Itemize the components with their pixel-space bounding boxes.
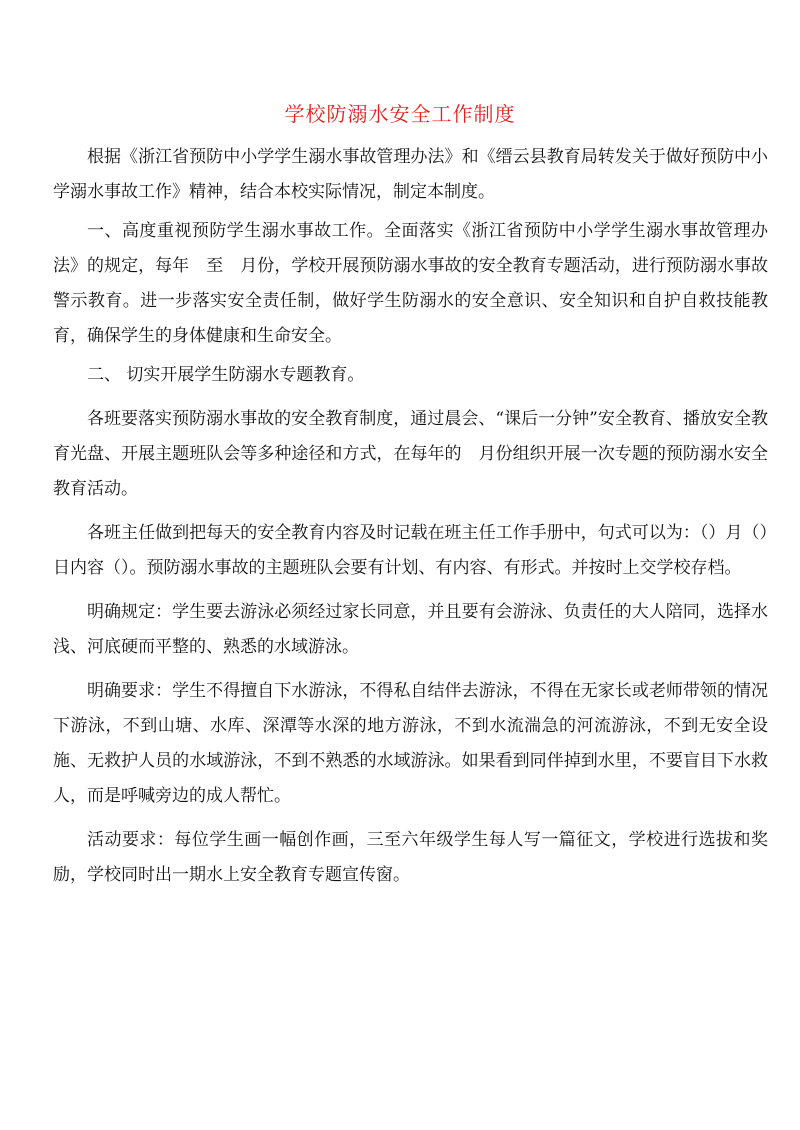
document-title: 学校防溺水安全工作制度 <box>284 102 516 126</box>
paragraph-class-education: 各班要落实预防溺水事故的安全教育制度，通过晨会、“课后一分钟”安全教育、播放安全教育光盘、开展主题班队会等多种途径和方式，在每年的 月份组织开展一次专题的预防溺水安全教育活动。 <box>53 409 768 499</box>
paragraph-rules: 明确规定：学生要去游泳必须经过家长同意，并且要有会游泳、负责任的大人陪同，选择水浅、河底硬而平整的、熟悉的水域游泳。 <box>53 602 768 657</box>
paragraph-intro: 根据《浙江省预防中小学学生溺水事故管理办法》和《缙云县教育局转发关于做好预防中小学溺水事故工作》精神，结合本校实际情况，制定本制度。 <box>53 147 768 202</box>
document-body <box>53 140 768 893</box>
paragraph-section-1: 一、高度重视预防学生溺水事故工作。全面落实《浙江省预防中小学学生溺水事故管理办法》的规定，每年 至 月份，学校开展预防溺水事故的安全教育专题活动，进行预防溺水事故警示教育。进一步落实安全责任制，做好学生防溺水的安全意识、安全知识和自护自救技能教育，确保学生的身体健康和生命安全。 <box>53 221 768 346</box>
paragraph-requirements: 明确要求：学生不得擅自下水游泳，不得私自结伴去游泳，不得在无家长或老师带领的情况下游泳，不到山塘、水库、深潭等水深的地方游泳，不到水流湍急的河流游泳，不到无安全设施、无救护人员的水域游泳，不到不熟悉的水域游泳。如果看到同伴掉到水里，不要盲目下水救人，而是呼喊旁边的成人帮忙。 <box>53 681 768 806</box>
paragraph-teacher-records: 各班主任做到把每天的安全教育内容及时记载在班主任工作手册中，句式可以为：（）月（）日内容（）。预防溺水事故的主题班队会要有计划、有内容、有形式。并按时上交学校存档。 <box>53 523 768 578</box>
paragraph-section-2-heading: 二、 切实开展学生防溺水专题教育。 <box>87 365 365 385</box>
paragraph-activities: 活动要求：每位学生画一幅创作画，三至六年级学生每人写一篇征文，学校进行选拔和奖励，学校同时出一期水上安全教育专题宣传窗。 <box>53 830 768 885</box>
